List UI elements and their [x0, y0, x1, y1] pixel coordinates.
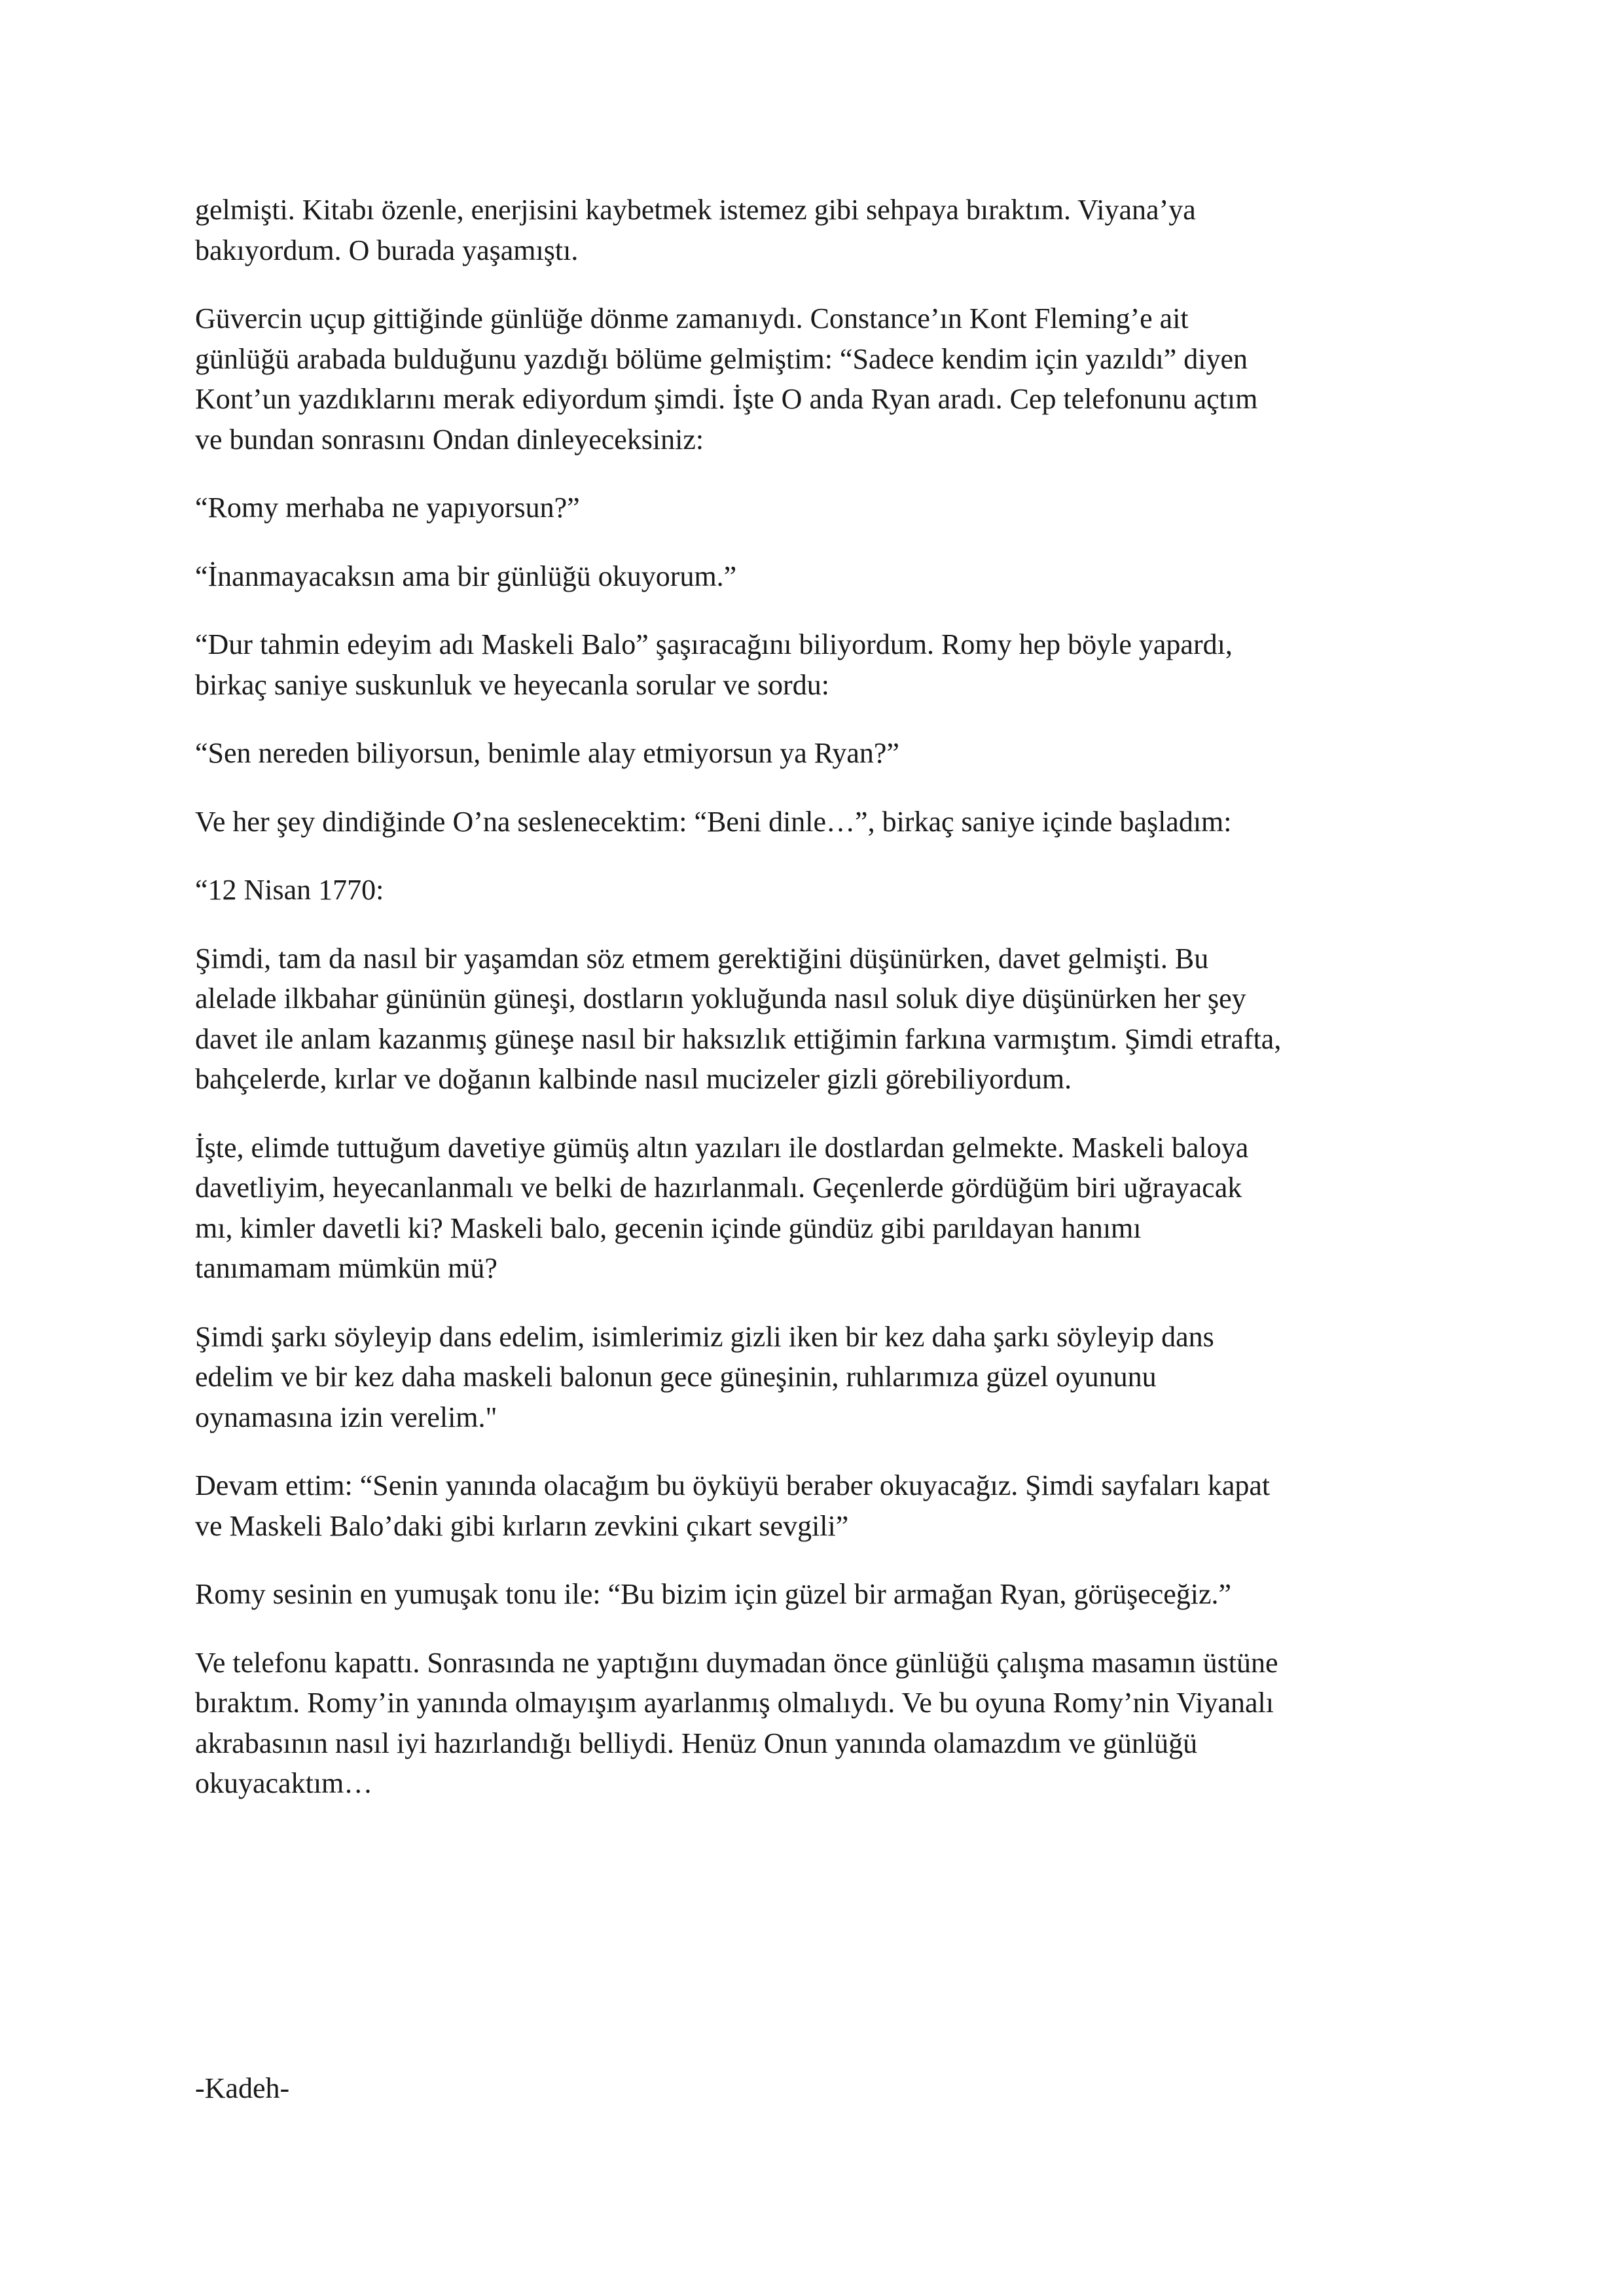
paragraph: Devam ettim: “Senin yanında olacağım bu öyküyü beraber okuyacağız. Şimdi sayfaları kapat ve Maskeli Balo’daki gibi kırların zevkini çıkart sevgili”	[195, 1469, 1271, 1542]
paragraph: Ve her şey dindiğinde O’na seslenecektim: “Beni dinle…”, birkaç saniye içinde başladım:	[195, 805, 1232, 838]
paragraph: İşte, elimde tuttuğum davetiye gümüş altın yazıları ile dostlardan gelmekte. Maskeli baloya davetliyim, heyecanlanmalı ve belki de hazırlanmalı. Geçenlerde gördüğüm biri uğrayacak mı, kimler davetli ki? Maskeli balo, gecenin içinde gündüz gibi parıldayan hanımı tanımamam mümkün mü?	[195, 1131, 1249, 1284]
paragraph: Şimdi, tam da nasıl bir yaşamdan söz etmem gerektiğini düşünürken, davet gelmişti. Bu alelade ilkbahar gününün güneşi, dostların yokluğunda nasıl soluk diye düşünürken her şey davet ile anlam kazanmış güneşe nasıl bir haksızlık ettiğimin farkına varmıştım. Şimdi etrafta, bahçelerde, kırlar ve doğanın kalbinde nasıl mucizeler gizli görebiliyordum.	[195, 942, 1282, 1095]
document-body	[195, 190, 1439, 1832]
paragraph: gelmişti. Kitabı özenle, enerjisini kaybetmek istemez gibi sehpaya bıraktım. Viyana’ya bakıyordum. O burada yaşamıştı.	[195, 194, 1196, 266]
paragraph: Güvercin uçup gittiğinde günlüğe dönme zamanıydı. Constance’ın Kont Fleming’e ait günlüğü arabada bulduğunu yazdığı bölüme gelmiştim: “Sadece kendim için yazıldı” diyen Kont’un yazdıklarını merak ediyordum şimdi. İşte O anda Ryan aradı. Cep telefonunu açtım ve bundan sonrasını Ondan dinleyeceksiniz:	[195, 302, 1258, 456]
paragraph: “Dur tahmin edeyim adı Maskeli Balo” şaşıracağını biliyordum. Romy hep böyle yapardı, birkaç saniye suskunluk ve heyecanla sorular ve sordu:	[195, 628, 1233, 701]
signature: -Kadeh-	[195, 2072, 290, 2104]
paragraph: “Romy merhaba ne yapıyorsun?”	[195, 492, 580, 524]
paragraph: “Sen nereden biliyorsun, benimle alay etmiyorsun ya Ryan?”	[195, 737, 899, 769]
paragraph: Şimdi şarkı söyleyip dans edelim, isimlerimiz gizli iken bir kez daha şarkı söyleyip dans edelim ve bir kez daha maskeli balonun gece güneşinin, ruhlarımıza güzel oyununu oynamasına izin verelim."	[195, 1320, 1214, 1433]
paragraph: Romy sesinin en yumuşak tonu ile: “Bu bizim için güzel bir armağan Ryan, görüşeceğiz.”	[195, 1578, 1232, 1610]
paragraph: Ve telefonu kapattı. Sonrasında ne yaptığını duymadan önce günlüğü çalışma masamın üstüne bıraktım. Romy’in yanında olmayışım ayarlanmış olmalıydı. Ve bu oyuna Romy’nin Viyanalı akrabasının nasıl iyi hazırlandığı belliydi. Henüz Onun yanında olamazdım ve günlüğü okuyacaktım…	[195, 1646, 1278, 1799]
paragraph: “İnanmayacaksın ama bir günlüğü okuyorum.”	[195, 560, 737, 592]
paragraph: “12 Nisan 1770:	[195, 874, 384, 906]
